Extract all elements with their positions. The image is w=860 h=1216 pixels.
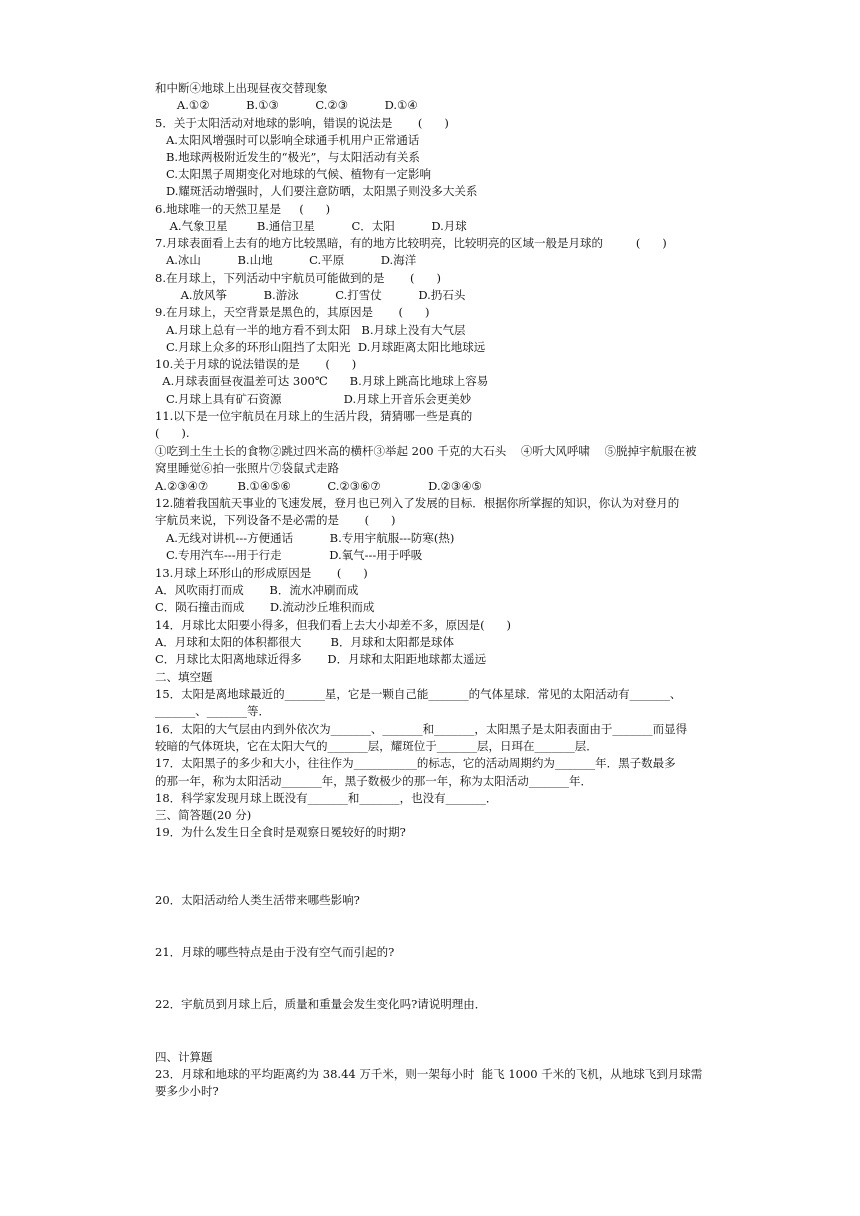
text-line: 17．太阳黑子的多少和大小，往往作为___________的标志，它的活动周期约为_______年．黑子数最多 (155, 756, 676, 770)
text-line: 10.关于月球的说法错误的是 ( ) (155, 357, 357, 371)
text-line: _______、_______等． (155, 704, 270, 718)
text-line: 宇航员来说，下列设备不是必需的是 ( ) (155, 513, 396, 527)
text-line: C．月球比太阳离地球近得多 D．月球和太阳距地球都太遥远 (155, 652, 487, 666)
text-line: B.地球两极附近发生的“极光”，与太阳活动有关系 (155, 150, 420, 164)
text-line: 和中断④地球上出现昼夜交替现象 (155, 81, 328, 95)
text-line: 的那一年，称为太阳活动_______年，黑子数极少的那一年，称为太阳活动_______年． (155, 774, 592, 788)
text-line: A.无线对讲机---方便通话 B.专用宇航服---防寒(热) (155, 531, 455, 545)
text-line: 13.月球上环形山的形成原因是 ( ) (155, 566, 368, 580)
text-line: 11.以下是一位宇航员在月球上的生活片段，猜猜哪一些是真的 (155, 409, 473, 423)
text-line: 较暗的气体斑块，它在太阳大气的_______层，耀斑位于_______层，日珥在_______层． (155, 739, 598, 753)
text-line: A.太阳风增强时可以影响全球通手机用户正常通话 (155, 133, 420, 147)
text-line: ①吃到土生土长的食物②跳过四米高的横杆③举起 200 千克的大石头 ④听大风呼啸 ⑤脱掉宇航服在被 (155, 444, 697, 458)
text-line: 9.在月球上，天空背景是黑色的，其原因是 ( ) (155, 305, 430, 319)
text-line: A.月球表面昼夜温差可达 300℃ B.月球上跳高比地球上容易 (155, 374, 489, 388)
text-line: 要多少小时? (155, 1084, 219, 1098)
text-line: A.放风筝 B.游泳 C.打雪仗 D.扔石头 (155, 288, 466, 302)
text-line: 三、简答题(20 分) (155, 808, 252, 822)
text-line: C.太阳黑子周期变化对地球的气候、植物有一定影响 (155, 167, 432, 181)
text-line: A．风吹雨打而成 B．流水冲刷而成 (155, 583, 359, 597)
text-line: C.专用汽车---用于行走 D.氧气---用于呼吸 (155, 548, 423, 562)
text-line: 16．太阳的大气层由内到外依次为_______、_______和_______，太阳黑子是太阳表面由于_______而显得 (155, 722, 688, 736)
text-line: 6.地球唯一的天然卫星是 ( ) (155, 202, 331, 216)
text-line: 四、计算题 (155, 1050, 213, 1064)
text-line: 20．太阳活动给人类生活带来哪些影响? (155, 893, 360, 907)
text-line: A．月球和太阳的体积都很大 B．月球和太阳都是球体 (155, 635, 454, 649)
text-line: A.气象卫星 B.通信卫星 C．太阳 D.月球 (155, 219, 467, 233)
text-line: A.①② B.①③ C.②③ D.①④ (155, 98, 418, 112)
text-line: 二、填空题 (155, 670, 213, 684)
text-line: 14．月球比太阳要小得多，但我们看上去大小却差不多，原因是( ) (155, 618, 512, 632)
text-line: A.②③④⑦ B.①④⑤⑥ C.②③⑥⑦ D.②③④⑤ (155, 479, 482, 493)
text-line: 5．关于太阳活动对地球的影响，错误的说法是 ( ) (155, 116, 449, 130)
text-line: 12.随着我国航天事业的飞速发展，登月也已列入了发展的目标．根据你所掌握的知识，你认为对登月的 (155, 496, 680, 510)
text-line: 18．科学家发现月球上既没有_______和_______，也没有_______． (155, 791, 498, 805)
text-line: 23．月球和地球的平均距离约为 38.44 万千米，则一架每小时 能飞 1000 千米的飞机，从地球飞到月球需 (155, 1067, 703, 1081)
text-line: C.月球上众多的环形山阻挡了太阳光 D.月球距离太阳比地球远 (155, 340, 486, 354)
text-line: 窝里睡觉⑥拍一张照片⑦袋鼠式走路 (155, 461, 339, 475)
text-line: 19．为什么发生日全食时是观察日冕较好的时期? (155, 825, 406, 839)
text-line: A.冰山 B.山地 C.平原 D.海洋 (155, 253, 417, 267)
text-line: 7.月球表面看上去有的地方比较黑暗，有的地方比较明亮，比较明亮的区域一般是月球的 ( ) (155, 236, 667, 250)
text-line: D.耀斑活动增强时，人们要注意防晒，太阳黑子则没多大关系 (155, 184, 478, 198)
text-line: 15．太阳是离地球最近的_______星，它是一颗自己能_______的气体星球．常见的太阳活动有_______、 (155, 687, 682, 701)
text-line: C．陨石撞击而成 D.流动沙丘堆积而成 (155, 600, 375, 614)
text-line: C.月球上具有矿石资源 D.月球上开音乐会更美妙 (155, 392, 472, 406)
text-line: 22．宇航员到月球上后，质量和重量会发生变化吗?请说明理由． (155, 997, 487, 1011)
text-line: 21．月球的哪些特点是由于没有空气而引起的? (155, 945, 395, 959)
text-line: 8.在月球上，下列活动中宇航员可能做到的是 ( ) (155, 271, 441, 285)
text-line: A.月球上总有一半的地方看不到太阳 B.月球上没有大气层 (155, 323, 466, 337)
text-line: ( ). (155, 426, 190, 440)
